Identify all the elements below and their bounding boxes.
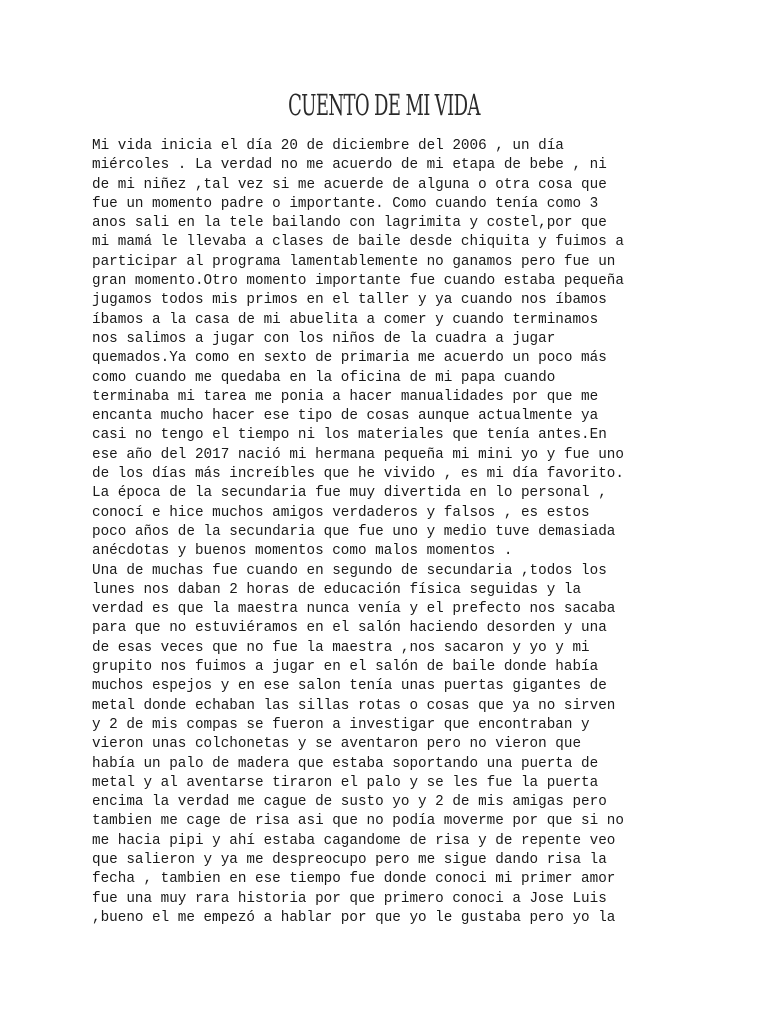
text-line: Una de muchas fue cuando en segundo de secundaria ,todos los [92, 562, 607, 579]
text-line: fue una muy rara historia por que primero conoci a Jose Luis [92, 890, 607, 907]
text-line: terminaba mi tarea me ponia a hacer manualidades por que me [92, 388, 599, 405]
text-line: me hacia pipi y ahí estaba cagandome de risa y de repente veo [92, 832, 616, 849]
text-line: fue un momento padre o importante. Como cuando tenía como 3 [92, 195, 599, 212]
text-line: muchos espejos y en ese salon tenía unas puertas gigantes de [92, 678, 607, 695]
text-line: grupito nos fuimos a jugar en el salón de baile donde había [92, 659, 599, 676]
document-title: CUENTO DE MI VIDA [288, 88, 480, 122]
text-line: metal y al aventarse tiraron el palo y se les fue la puerta [92, 774, 599, 791]
text-line: había un palo de madera que estaba soportando una puerta de [92, 755, 599, 772]
text-line: de esas veces que no fue la maestra ,nos sacaron y yo y mi [92, 639, 590, 656]
text-line: verdad es que la maestra nunca venía y el prefecto nos sacaba [92, 601, 616, 618]
text-line: íbamos a la casa de mi abuelita a comer y cuando terminamos [92, 311, 599, 328]
text-line: encima la verdad me cague de susto yo y 2 de mis amigas pero [92, 794, 607, 811]
text-line: miércoles . La verdad no me acuerdo de mi etapa de bebe , ni [92, 157, 607, 174]
text-line: para que no estuviéramos en el salón haciendo desorden y una [92, 620, 607, 637]
text-line: La época de la secundaria fue muy divertida en lo personal , [92, 485, 607, 502]
text-line: de mi niñez ,tal vez si me acuerde de alguna o otra cosa que [92, 176, 607, 193]
text-line: encanta mucho hacer ese tipo de cosas aunque actualmente ya [92, 408, 599, 425]
text-line: casi no tengo el tiempo ni los materiales que tenía antes.En [92, 427, 607, 444]
text-line: y 2 de mis compas se fueron a investigar que encontraban y [92, 716, 590, 733]
text-line: mi mamá le llevaba a clases de baile desde chiquita y fuimos a [92, 234, 624, 251]
text-line: poco años de la secundaria que fue uno y medio tuve demasiada [92, 523, 616, 540]
text-line: conocí e hice muchos amigos verdaderos y falsos , es estos [92, 504, 590, 521]
document-body [92, 137, 692, 928]
text-line: que salieron y ya me despreocupo pero me sigue dando risa la [92, 851, 607, 868]
text-line: anos sali en la tele bailando con lagrimita y costel,por que [92, 215, 607, 232]
text-line: ese año del 2017 nació mi hermana pequeña mi mini yo y fue uno [92, 446, 624, 463]
text-line: Mi vida inicia el día 20 de diciembre del 2006 , un día [92, 138, 564, 154]
text-line: jugamos todos mis primos en el taller y ya cuando nos íbamos [92, 292, 607, 309]
text-line: de los días más increíbles que he vivido , es mi día favorito. [92, 466, 624, 483]
text-line: vieron unas colchonetas y se aventaron pero no vieron que [92, 736, 582, 753]
text-line: gran momento.Otro momento importante fue cuando estaba pequeña [92, 273, 624, 290]
text-line: metal donde echaban las sillas rotas o cosas que ya no sirven [92, 697, 616, 714]
text-line: fecha , tambien en ese tiempo fue donde conoci mi primer amor [92, 871, 616, 888]
text-line: quemados.Ya como en sexto de primaria me acuerdo un poco más [92, 350, 607, 367]
text-line: lunes nos daban 2 horas de educación física seguidas y la [92, 581, 582, 598]
text-line: como cuando me quedaba en la oficina de mi papa cuando [92, 369, 556, 386]
text-line: anécdotas y buenos momentos como malos momentos . [92, 543, 513, 560]
text-line: participar al programa lamentablemente no ganamos pero fue un [92, 253, 616, 270]
text-line: nos salimos a jugar con los niños de la cuadra a jugar [92, 330, 556, 347]
text-line: ,bueno el me empezó a hablar por que yo le gustaba pero yo la [92, 909, 616, 926]
text-line: tambien me cage de risa asi que no podía moverme por que si no [92, 813, 624, 830]
